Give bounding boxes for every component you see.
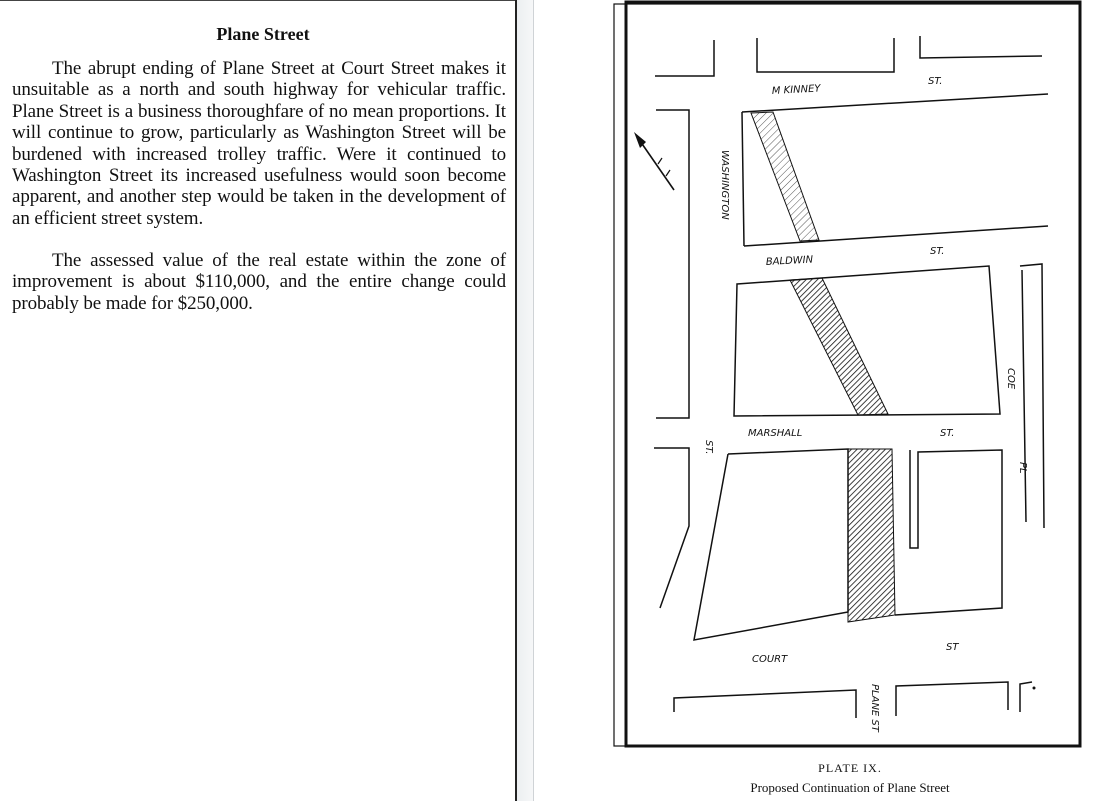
plate-number: PLATE IX. [818,761,882,775]
block-top-middle [757,38,894,72]
plate-map [610,0,1084,750]
label-washington: WASHINGTON [719,150,730,220]
paragraph-2 [12,250,506,314]
plane-street-existing [848,449,895,622]
block-marshall-court-east [895,450,1002,615]
left-page [0,0,516,801]
paragraph-2-text: The assessed value of the real estate within the zone of improvement is about $110,000, and the entire change could probably be made for $250,000. [12,250,506,314]
block-marshall-court-west [694,449,848,640]
label-marshall: MARSHALL [748,428,803,439]
book-gutter [517,0,533,801]
label-pl: PL [1017,462,1028,474]
label-court: COURT [752,654,788,665]
coe-place-west [1022,270,1026,522]
block-bottom-right [896,682,1008,716]
north-arrow-icon [634,132,674,190]
block-left-upper [656,110,689,418]
label-court-st: ST [946,642,959,653]
label-coe: COE [1005,368,1016,390]
plate-title: Proposed Continuation of Plane Street [750,780,950,795]
block-bottom-left [674,690,856,718]
label-marshall-st: ST. [940,428,955,439]
paragraph-1-text: The abrupt ending of Plane Street at Court Street makes it unsuitable as a north and south highway for vehicular traffic. Plane Street is a business thoroughfare of no mean proportions. It will continue to grow, particularly as Washington Street will be burdened with increased trolley traffic. Were it continued to Washington Street its increased usefulness would soon become apparent, and another step would be taken in the development of an efficient street system. [12,58,506,229]
block-top-right [920,36,1042,58]
paragraph-1 [12,58,506,229]
street-map [610,0,1084,750]
top-rule [0,0,516,1]
label-plane-st: PLANE ST [869,684,880,732]
label-mckinney-st: ST. [928,76,943,87]
block-top-left [655,40,714,76]
plane-street-extension-north [751,112,819,241]
label-baldwin: BALDWIN [765,254,814,268]
plane-street-extension-middle [790,278,888,415]
block-mckinney-baldwin [744,226,1048,246]
block-bottom-far-right [1020,682,1032,712]
label-baldwin-st: ST. [930,246,945,257]
label-mckinney: M KINNEY [771,83,821,97]
block-left-lower [654,448,689,608]
page-heading: Plane Street [216,24,310,44]
label-washington-st: ST. [703,440,714,455]
